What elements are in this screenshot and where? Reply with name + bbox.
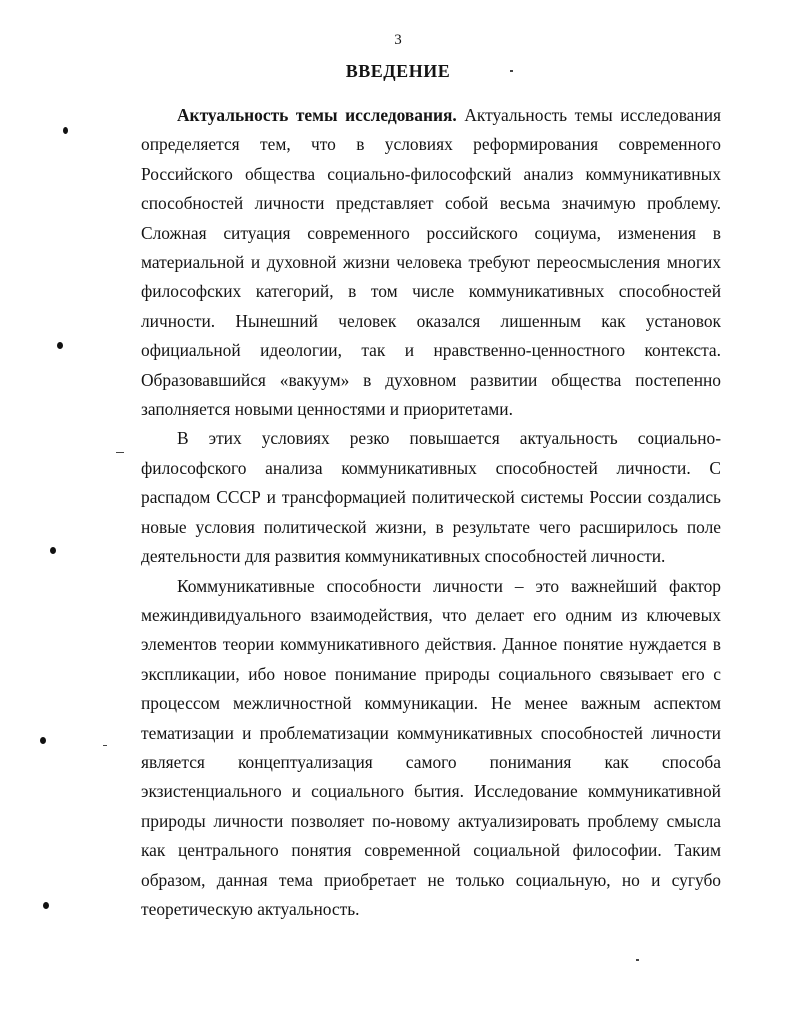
paragraph-conditions: В этих условиях резко повышается актуальность социально-философского анализа коммуникативных способностей личности. С распадом СССР и трансформацией политической системы России создались новые условия политической жизни, в результате чего расширилось поле деятельности для развития коммуникативных способностей личности. bbox=[141, 428, 721, 567]
document-body bbox=[141, 101, 721, 924]
paragraph-relevance bbox=[141, 101, 721, 424]
page-heading: ВВЕДЕНИЕ bbox=[345, 61, 451, 81]
scan-mark bbox=[57, 342, 63, 349]
scan-mark bbox=[43, 902, 49, 909]
paragraph-communicative-abilities: Коммуникативные способности личности – это важнейший фактор межиндивидуального взаимодействия, что делает его одним из ключевых элементов теории коммуникативного действия. Данное понятие нуждается в экспликации, ибо новое понимание природы социального связывает его с процессом межличностной коммуникации. Не менее важным аспектом тематизации и проблематизации коммуникативных способностей личности является концептуализация самого понимания как способа экзистенциального и социального бытия. Исследование коммуникативной природы личности позволяет по-новому актуализировать проблему смысла как центрального понятия современной социальной философии. Таким образом, данная тема приобретает не только социальную, но и сугубо теоретическую актуальность. bbox=[141, 575, 721, 919]
scan-mark bbox=[50, 547, 56, 554]
scan-speck bbox=[636, 959, 639, 961]
scan-mark bbox=[40, 737, 46, 744]
scan-speck bbox=[103, 745, 107, 746]
scan-speck bbox=[116, 452, 124, 453]
scan-speck bbox=[510, 70, 513, 72]
scan-mark bbox=[63, 127, 68, 134]
paragraph-lead: Актуальность темы исследования. bbox=[177, 105, 457, 125]
page-number: 3 bbox=[394, 32, 402, 48]
paragraph-text: Актуальность темы исследования определяется тем, что в условиях реформирования современного Российского общества социально-философский анализ коммуникативных способностей личности представляет собой весьма значимую проблему. Сложная ситуация современного российского социума, изменения в материальной и духовной жизни человека требуют переосмысления многих философских категорий, в том числе коммуникативных способностей личности. Нынешний человек оказался лишенным как установок официальной идеологии, так и нравственно-ценностного контекста. Образовавшийся «вакуум» в духовном развитии общества постепенно заполняется новыми ценностями и приоритетами. bbox=[141, 105, 722, 420]
